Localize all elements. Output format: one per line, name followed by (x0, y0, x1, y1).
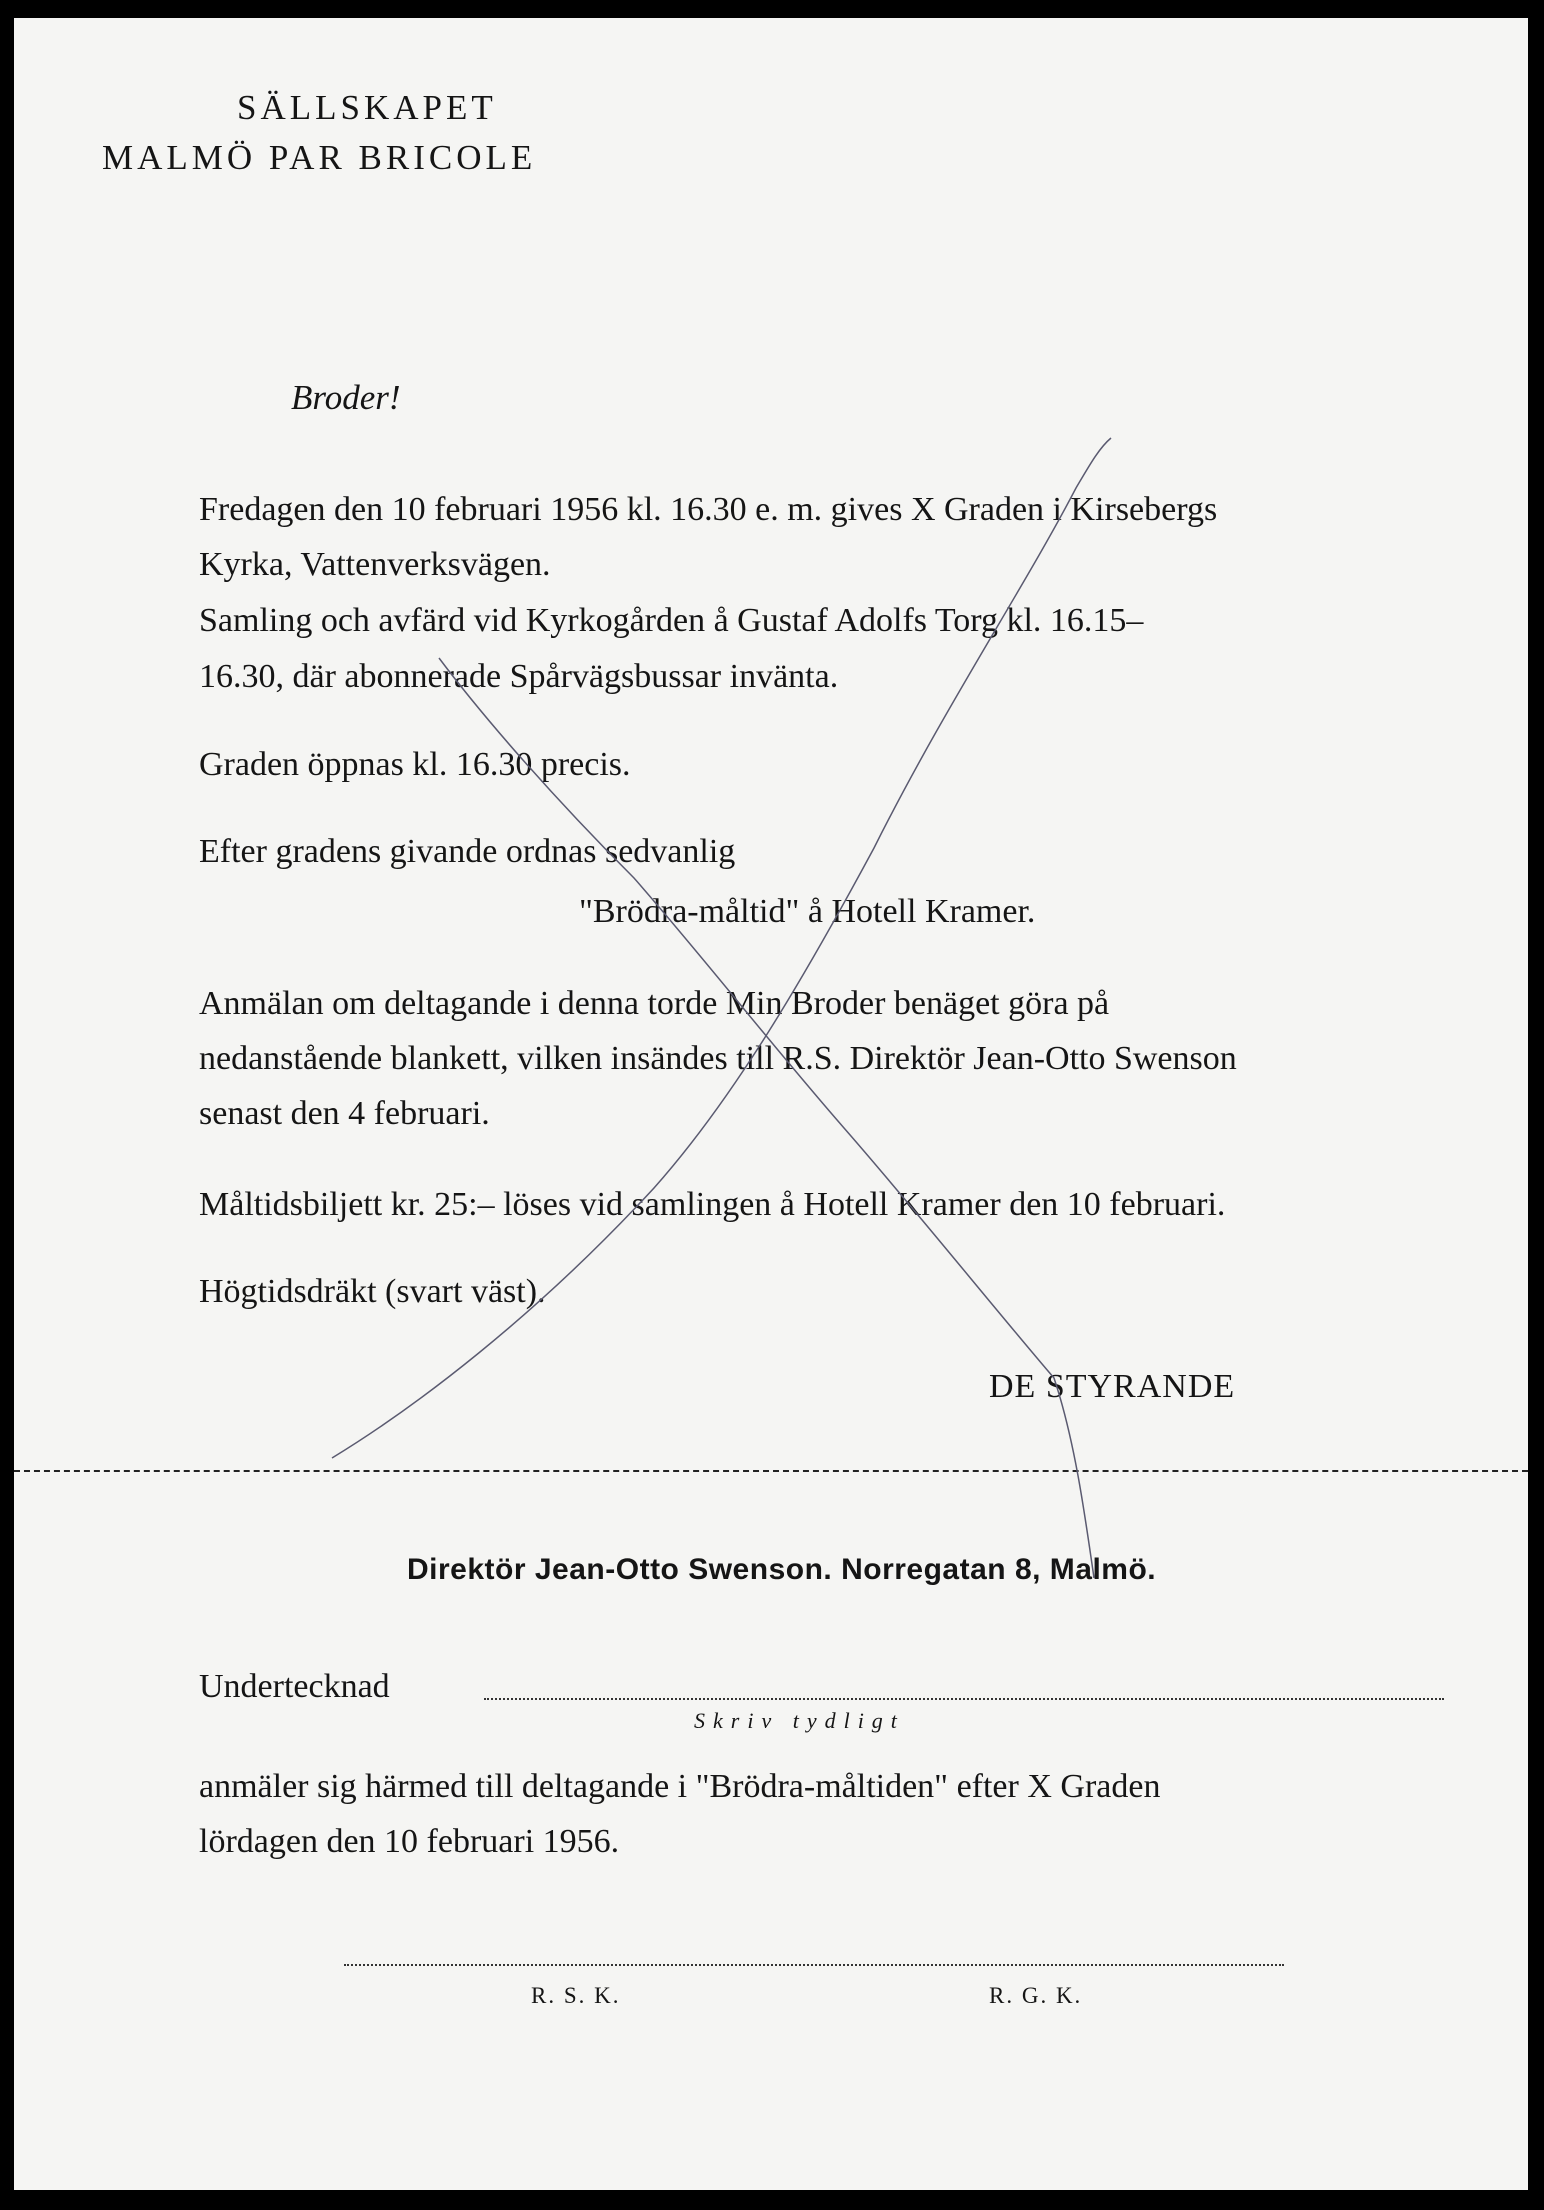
name-hint: Skriv tydligt (694, 1708, 905, 1733)
signature-label-rgk: R. G. K. (989, 1983, 1083, 2008)
pencil-stroke (439, 658, 1094, 1578)
salutation: Broder! (291, 378, 401, 417)
line-text: Fredagen den 10 februari 1956 kl. 16.30 e. m. gives X Graden i Kirsebergs (199, 491, 1218, 528)
signature-label-rsk: R. S. K. (531, 1983, 621, 2008)
paragraph-line: Efter gradens givande ordnas sedvanlig (199, 833, 736, 870)
signature-line[interactable] (344, 1964, 1284, 1966)
paragraph-line: "Brödra-måltid" å Hotell Kramer. (579, 893, 1036, 930)
paragraph-line: Anmälan om deltagande i denna torde Min Broder benäget göra på (199, 985, 1110, 1022)
paragraph-line: Måltidsbiljett kr. 25:– löses vid samlingen å Hotell Kramer den 10 februari. (199, 1186, 1226, 1223)
invitation-letter (14, 18, 1528, 2190)
society-name: MALMÖ PAR BRICOLE (102, 138, 537, 177)
paragraph-line: 16.30, där abonnerade Spårvägsbussar invänta. (199, 658, 839, 695)
paragraph-line: Samling och avfärd vid Kyrkogården å Gustaf Adolfs Torg kl. 16.15– (199, 602, 1144, 639)
form-address: Direktör Jean-Otto Swenson. Norregatan 8, Malmö. (407, 1553, 1157, 1586)
paragraph-line: nedanstående blankett, vilken insändes till R.S. Direktör Jean-Otto Swenson (199, 1040, 1237, 1077)
statement-line: anmäler sig härmed till deltagande i "Brödra-måltiden" efter X Graden (199, 1768, 1161, 1805)
name-label: Undertecknad (199, 1668, 390, 1705)
paragraph-line: Kyrka, Vattenverksvägen. (199, 546, 551, 583)
name-line[interactable] (484, 1698, 1444, 1700)
statement-line: lördagen den 10 februari 1956. (199, 1823, 620, 1860)
society-label: SÄLLSKAPET (237, 88, 497, 127)
paragraph-line: Högtidsdräkt (svart väst). (199, 1273, 546, 1310)
paragraph-line (199, 491, 1427, 529)
paragraph-line: senast den 4 februari. (199, 1095, 490, 1132)
paragraph-line: Graden öppnas kl. 16.30 precis. (199, 746, 631, 783)
signature-board: DE STYRANDE (989, 1368, 1236, 1405)
tear-off-divider (14, 1470, 1528, 1472)
